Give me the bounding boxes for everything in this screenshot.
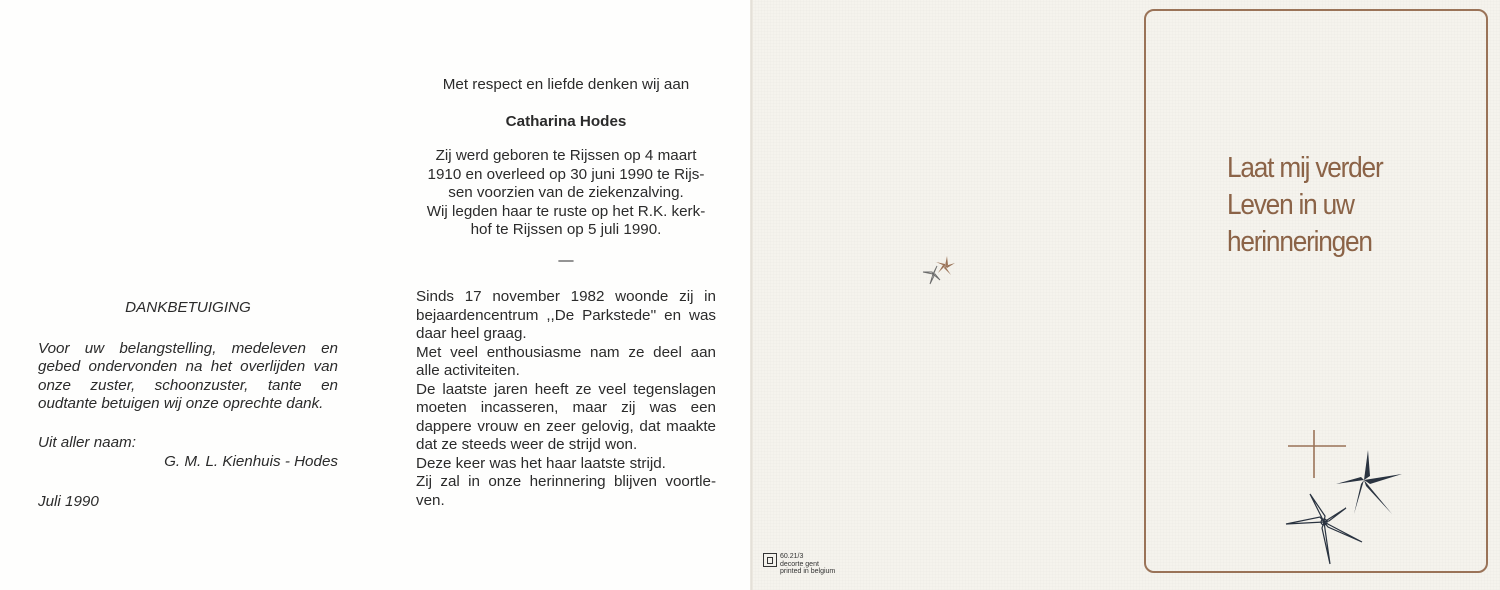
thanks-section — [38, 299, 338, 512]
signature: G. M. L. Kienhuis - Hodes — [164, 452, 338, 470]
cover-line: herinneringen — [1227, 226, 1372, 258]
biography — [416, 147, 716, 240]
thanks-title: DANKBETUIGING — [125, 299, 251, 316]
story-paragraph: Sinds 17 november 1982 woonde zij in bejaardencentrum ,,De Parkstede'' en was daar heel graag. — [416, 288, 716, 342]
bio-line: Zij werd geboren te Rijssen op 4 maart — [435, 147, 697, 164]
publisher-logo-icon — [763, 553, 777, 567]
divider: — — [558, 251, 574, 269]
cover-verse — [1227, 150, 1382, 261]
memorial-intro: Met respect en liefde denken wij aan — [442, 76, 690, 93]
memorial-section — [416, 76, 716, 510]
imprint — [763, 553, 835, 576]
cover-line: Leven in uw — [1227, 189, 1354, 221]
imprint-country: printed in belgium — [780, 568, 836, 575]
on-behalf-label: Uit aller naam: — [38, 433, 136, 451]
bio-line: sen voorzien van de ziekenzalving. — [448, 184, 684, 201]
thanks-date: Juli 1990 — [38, 493, 99, 511]
bio-line: hof te Rijssen op 5 juli 1990. — [470, 221, 662, 238]
thanks-body: Voor uw belangstelling, medeleven en gebed ondervonden na het overlijden van onze zuster, schoonzuster, tante en oudtante betuigen wij onze oprechte dank. — [38, 339, 338, 413]
bio-line: Wij legden haar te ruste op het R.K. kerk- — [426, 202, 706, 220]
imprint-text — [780, 553, 835, 576]
story-paragraph: Met veel enthousiasme nam ze deel aan alle activiteiten. — [416, 343, 716, 379]
fold-line — [750, 0, 753, 590]
imprint-code: 60.21/3 — [780, 553, 804, 560]
small-flowers-icon — [908, 250, 962, 292]
story-paragraph: De laatste jaren heeft ze veel tegenslagen moeten incasseren, maar zij was een dappere vrouw en zeer gelovig, dat maakte dat ze steeds weer de strijd won. — [416, 380, 716, 453]
imprint-publisher: decorte gent — [780, 560, 819, 568]
bio-line: 1910 en overleed op 30 juni 1990 te Rijs- — [427, 165, 705, 183]
deceased-name: Catharina Hodes — [505, 112, 627, 130]
story-paragraph: Zij zal in onze herinnering blijven voortle-ven. — [416, 473, 716, 509]
cross-flower-icon — [1276, 430, 1411, 570]
story-paragraph: Deze keer was het haar laatste strijd. — [416, 454, 666, 472]
life-story — [416, 288, 716, 510]
cover-line: Laat mij verder — [1227, 152, 1383, 184]
